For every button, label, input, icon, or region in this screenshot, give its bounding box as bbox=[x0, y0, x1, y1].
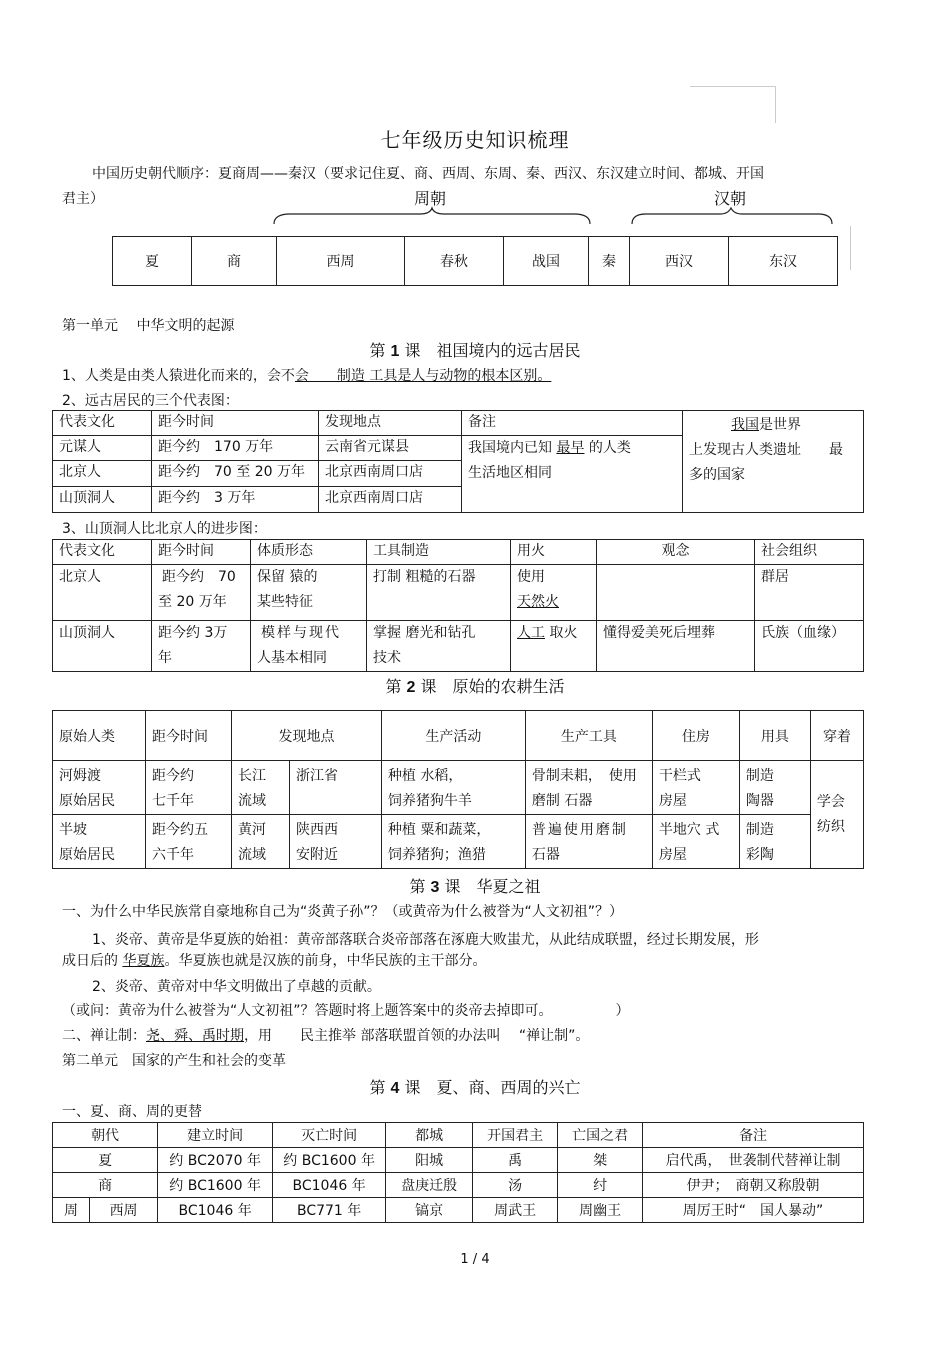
table-row: 周 西周 BC1046 年 BC771 年 镐京 周武王 周幽王 周厉王时“ 国人暴动” bbox=[53, 1198, 864, 1223]
timeline-cell: 商 bbox=[192, 237, 277, 286]
dynasty-timeline bbox=[112, 236, 838, 286]
intro-line-2: 君主） bbox=[62, 191, 104, 207]
lesson-2-title: 第 2 课 原始的农耕生活 bbox=[385, 677, 565, 696]
table-row: 商 约 BC1600 年 BC1046 年 盘庚迁殷 汤 纣 伊尹； 商朝又称殷朝 bbox=[53, 1173, 864, 1198]
timeline-cell: 东汉 bbox=[729, 237, 838, 286]
timeline-cell: 秦 bbox=[589, 237, 630, 286]
ancient-residents-table: 代表文化 距今时间 发现地点 备注 我国是世界 上发现古人类遗址 最 多的国家 元谋人 距今约 170 万年 云南省元谋县 我国境内已知 最早 的人类 生活地区相同 北京人 距今约 70 至 20 万年 北京西南周口店 山顶洞人 距今约 3 万年 北京西南周口店 bbox=[52, 410, 864, 513]
lesson-3-title: 第 3 课 华夏之祖 bbox=[409, 877, 541, 896]
zhou-brace bbox=[270, 206, 595, 226]
zhou-label: 周朝 bbox=[414, 189, 447, 208]
timeline-cell: 春秋 bbox=[405, 237, 504, 286]
lesson-3-answer-1b: 成日后的 华夏族。华夏族也就是汉族的前身，中华民族的主干部分。 bbox=[62, 953, 487, 969]
page-title: 七年级历史知识梳理 bbox=[380, 128, 570, 152]
timeline-cell: 夏 bbox=[113, 237, 192, 286]
lesson-4-subheading: 一、夏、商、周的更替 bbox=[62, 1104, 202, 1120]
han-label: 汉朝 bbox=[714, 189, 747, 208]
progress-table: 代表文化 距今时间 体质形态 工具制造 用火 观念 社会组织 北京人 距今约 70 至 20 万年 保留 猿的 某些特征 打制 粗糙的石器 使用 天然火 群居 山顶洞人 距今约 3万 年 模样与现代 人基本相同 掌握 磨光和钻孔 技术 人工 取火 懂得爱美死后埋葬 氏族（血缘） bbox=[52, 539, 864, 672]
dynasty-table: 朝代 建立时间 灭亡时间 都城 开国君主 亡国之君 备注 夏 约 BC2070 年 约 BC1600 年 阳城 禹 桀 启代禹， 世袭制代替禅让制 商 约 BC1600 年 BC1046 年 盘庚迁殷 汤 纣 伊尹； 商朝又称殷朝 周 西周 BC1046 年 BC771 年 镐京 周武王 周幽王 周厉王时“ 国人暴动” bbox=[52, 1122, 864, 1223]
lesson-1-title: 第 1 课 祖国境内的远古居民 bbox=[369, 341, 581, 360]
lesson-3-answer-1: 1、炎帝、黄帝是华夏族的始祖：黄帝部落联合炎帝部落在涿鹿大败蚩尤，从此结成联盟，经过长期发展，形 bbox=[92, 932, 759, 948]
farming-life-table: 原始人类 距今时间 发现地点 生产活动 生产工具 住房 用具 穿着 河姆渡 原始居民 距今约 七千年 长江 流域 浙江省 种植 水稻， 饲养猪狗牛羊 骨制耒耜， 使用 磨制 石器 干栏式 房屋 制造 陶器 学会 纺织 半坡 原始居民 距今约五 六千年 黄河 流域 陕西西 安附近 种植 粟和蔬菜， 饲养猪狗；渔猎 普遍使用磨制 石器 半地穴 式 房屋 制造 彩陶 bbox=[52, 710, 864, 869]
timeline-cell: 西周 bbox=[277, 237, 405, 286]
han-brace bbox=[628, 206, 838, 226]
page-number: 1 / 4 bbox=[460, 1252, 490, 1267]
unit-1-heading: 第一单元 中华文明的起源 bbox=[62, 318, 235, 334]
lesson-3-answer-3: （或问：黄帝为什么被誉为“人文初祖”？答题时将上题答案中的炎帝去掉即可。 ） bbox=[62, 1003, 630, 1019]
edge-mark bbox=[850, 226, 852, 270]
lesson-3-question-2: 二、禅让制：尧、舜、禹时期，用 民主推举 部落联盟首领的办法叫 “禅让制”。 bbox=[62, 1028, 590, 1044]
lesson-3-answer-2: 2、炎帝、黄帝对中华文明做出了卓越的贡献。 bbox=[92, 979, 381, 995]
lesson-1-point-2: 2、远古居民的三个代表图： bbox=[62, 393, 239, 409]
table-row: 夏 约 BC2070 年 约 BC1600 年 阳城 禹 桀 启代禹， 世袭制代替禅让制 bbox=[53, 1148, 864, 1173]
unit-2-heading: 第二单元 国家的产生和社会的变革 bbox=[62, 1053, 286, 1069]
timeline-cell: 战国 bbox=[504, 237, 589, 286]
lesson-4-title: 第 4 课 夏、商、西周的兴亡 bbox=[369, 1078, 581, 1097]
intro-line-1: 中国历史朝代顺序：夏商周——秦汉（要求记住夏、商、西周、东周、秦、西汉、东汉建立时间、都城、开国 bbox=[92, 166, 764, 182]
table-note-side: 我国是世界 上发现古人类遗址 最 多的国家 bbox=[683, 411, 864, 513]
timeline-cell: 西汉 bbox=[630, 237, 729, 286]
lesson-1-point-3: 3、山顶洞人比北京人的进步图： bbox=[62, 521, 267, 537]
corner-mark bbox=[690, 86, 776, 123]
lesson-3-question-1: 一、为什么中华民族常自豪地称自己为“炎黄子孙”？（或黄帝为什么被誉为“人文初祖”？） bbox=[62, 904, 624, 920]
lesson-1-point-1: 1、人类是由类人猿进化而来的，会不会 制造 工具是人与动物的根本区别。 bbox=[62, 368, 552, 384]
